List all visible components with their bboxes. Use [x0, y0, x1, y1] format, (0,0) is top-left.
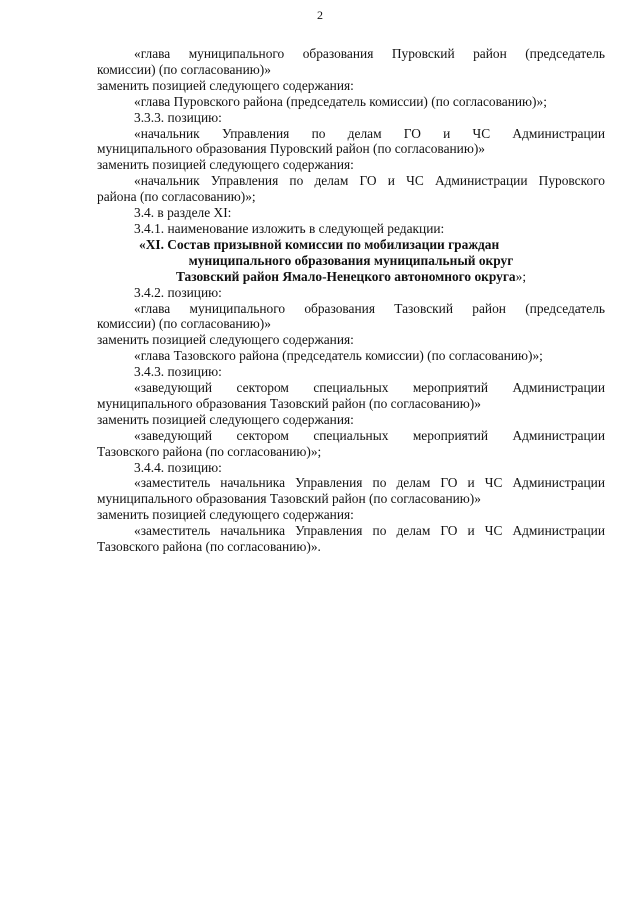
paragraph-line: комиссии) (по согласованию)»: [97, 316, 271, 332]
paragraph-line: муниципального образования Пуровский район (по согласованию)»: [97, 141, 486, 157]
paragraph-line: «глава Пуровского района (председатель комиссии) (по согласованию)»;: [134, 93, 547, 109]
section-heading-line: [97, 269, 605, 285]
paragraph-line: Тазовского района (по согласованию)»;: [97, 443, 322, 459]
paragraph-line: заменить позицией следующего содержания:: [97, 411, 354, 427]
paragraph-line: комиссии) (по согласованию)»: [97, 61, 271, 77]
paragraph-line: «заместитель начальника Управления по делам ГО и ЧС Администрации: [134, 475, 605, 491]
paragraph-line: заменить позицией следующего содержания:: [97, 507, 354, 523]
paragraph-line: заменить позицией следующего содержания:: [97, 332, 354, 348]
document-body: [97, 46, 605, 555]
paragraph-line: «заместитель начальника Управления по делам ГО и ЧС Администрации: [134, 523, 605, 539]
paragraph-line: «глава Тазовского района (председатель комиссии) (по согласованию)»;: [134, 348, 543, 364]
paragraph-line: 3.4. в разделе XI:: [134, 205, 232, 221]
section-heading-end: »;: [515, 268, 527, 284]
paragraph-line: района (по согласованию)»;: [97, 189, 256, 205]
paragraph-line: заменить позицией следующего содержания:: [97, 77, 354, 93]
paragraph-line: 3.4.3. позицию:: [134, 364, 222, 380]
page-number: 2: [317, 8, 323, 22]
paragraph-line: «заведующий сектором специальных мероприятий Администрации: [134, 380, 605, 396]
paragraph-line: 3.4.2. позицию:: [134, 284, 222, 300]
paragraph-line: заменить позицией следующего содержания:: [97, 157, 354, 173]
paragraph-line: «начальник Управления по делам ГО и ЧС Администрации: [134, 125, 605, 141]
paragraph-line: 3.4.4. позицию:: [134, 459, 222, 475]
section-heading-text: Тазовский район Ямало-Ненецкого автономного округа: [175, 268, 516, 284]
paragraph-line: «заведующий сектором специальных мероприятий Администрации: [134, 427, 605, 443]
paragraph-line: муниципального образования Тазовский район (по согласованию)»: [97, 491, 481, 507]
paragraph-line: муниципального образования Тазовский район (по согласованию)»: [97, 395, 481, 411]
section-heading-line: «XI. Состав призывной комиссии по мобилизации граждан: [139, 236, 500, 252]
paragraph-line: 3.3.3. позицию:: [134, 109, 222, 125]
paragraph-line: «начальник Управления по делам ГО и ЧС Администрации Пуровского: [134, 173, 605, 189]
paragraph-line: 3.4.1. наименование изложить в следующей редакции:: [134, 220, 445, 236]
paragraph-line: Тазовского района (по согласованию)».: [97, 539, 321, 555]
paragraph-line: «глава муниципального образования Тазовский район (председатель: [134, 300, 605, 316]
section-heading-line: муниципального образования муниципальный округ: [188, 252, 514, 268]
paragraph-line: «глава муниципального образования Пуровский район (председатель: [134, 46, 605, 61]
